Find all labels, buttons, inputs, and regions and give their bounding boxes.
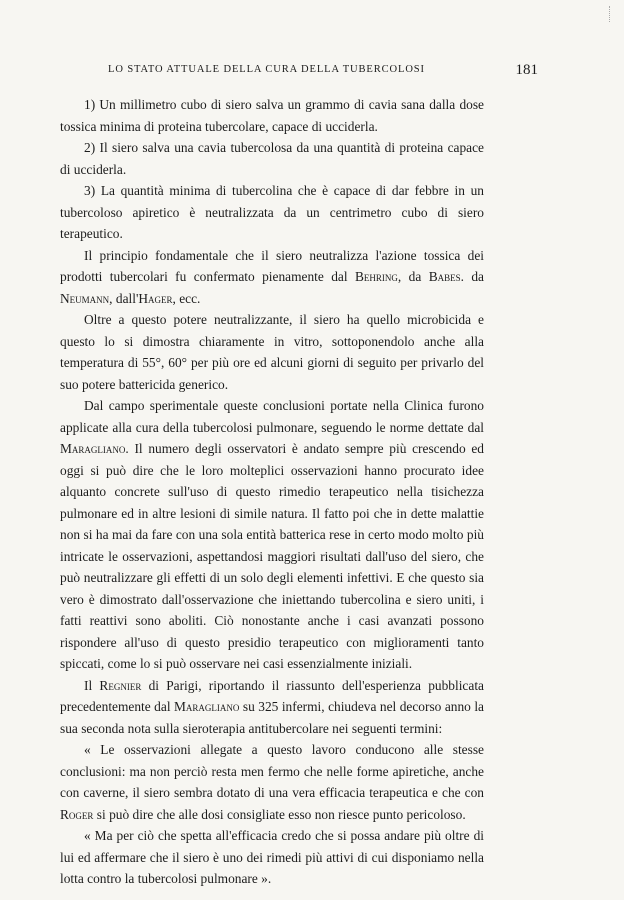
paragraph [60,395,484,675]
paragraph [60,137,484,180]
author-name: Roger [60,806,94,822]
paragraph [60,675,484,740]
author-name: Maragliano [174,699,240,714]
author-name: Hager [138,290,173,306]
page-edge-mark [609,6,616,22]
text-run: Oltre a questo potere neutralizzante, il siero ha quello microbicida e questo lo si dimostra chiaramente in vitro, sottoponendolo anche alla temperatura di 55°, 60° per più ore ed alcuni giorni di seguito per privarlo del suo potere battericida generico. [60,312,484,392]
text-run: , da [397,269,429,284]
text-run: , ecc. [172,290,201,306]
paragraph [60,180,484,245]
paragraph [60,309,484,395]
text-run: Il [84,677,100,693]
text-run: Dal campo sperimentale queste conclusioni portate nella Clinica furono applicate alla cura della tubercolosi pulmonare, seguendo le norme dettate dal [60,398,484,435]
paragraph [60,94,484,137]
text-run: su 325 infermi, chiudeva nel decorso anno la sua seconda nota sulla sieroterapia antitubercolare nei seguenti termini: [60,699,484,736]
text-run: 3) La quantità minima di tubercolina che è capace di dar febbre in un tubercoloso apiretico è neutralizzata da un centrimetro cubo di siero terapeutico. [60,183,484,241]
text-run: 1) Un millimetro cubo di siero salva un grammo di cavia sana dalla dose tossica minima di proteina tubercolare, capace di ucciderla. [60,97,484,134]
text-run: . da [460,269,485,284]
running-title: LO STATO ATTUALE DELLA CURA DELLA TUBERCOLOSI [108,64,425,75]
text-run: Il principio fondamentale che il siero neutralizza l'azione tossica dei prodotti tubercolari fu confermato pienamente dal [60,247,484,284]
page-number: 181 [515,62,538,78]
author-name: Regnier [99,677,142,693]
author-name: Babes [428,269,461,284]
page-header [88,62,538,82]
body-text [60,94,484,890]
paragraph [60,245,484,310]
text-run: si può dire che alle dosi consigliate esso non riesce punto pericoloso. [93,806,466,822]
text-run: di Parigi, riportando il riassunto dell'esperienza pubblicata precedentemente dal [60,677,484,714]
author-name: Neumann [60,290,110,306]
author-name: Maragliano [60,441,126,456]
text-run: 2) Il siero salva una cavia tubercolosa da una quantità di proteina capace di ucciderla. [60,140,484,177]
text-run: « Le osservazioni allegate a questo lavoro conducono alle stesse conclusioni: ma non perciò resta men fermo che nelle forme apiretiche, anche con caverne, il siero sembra dotato di una vera efficacia terapeutica e che con [60,742,484,800]
paragraph [60,739,484,825]
text-run: « Ma per ciò che spetta all'efficacia credo che si possa andare più oltre di lui ed affermare che il siero è uno dei rimedi più attivi di cui disponiamo nella lotta contro la tubercolosi pulmonare ». [60,828,484,886]
paragraph [60,825,484,890]
author-name: Behring [354,269,398,284]
text-run: . Il numero degli osservatori è andato sempre più crescendo ed oggi si può dire che le loro molteplici osservazioni hanno procurato idee alquanto concrete sull'uso di questo rimedio terapeutico nella tisichezza pulmonare ed in altre lesioni di simile natura. Il fatto poi che in dette malattie non si ha mai da fare con una sola entità batterica rese in certo modo molto più intricate le osservazioni, aspettandosi maggiori risultati dall'uso del siero, che può neutralizzare gli effetti di un solo degli elementi infettivi. E che questo sia vero è dimostrato dall'osservazione che iniettando tubercolina e siero uniti, i fatti reattivi sono aboliti. Ciò nonostante anche i casi avanzati possono rispondere all'uso di questo presidio terapeutico con miglioramenti tanto spiccati, come lo si può osservare nei casi essenzialmente iniziali. [60,441,484,671]
text-run: , dall' [109,290,139,306]
